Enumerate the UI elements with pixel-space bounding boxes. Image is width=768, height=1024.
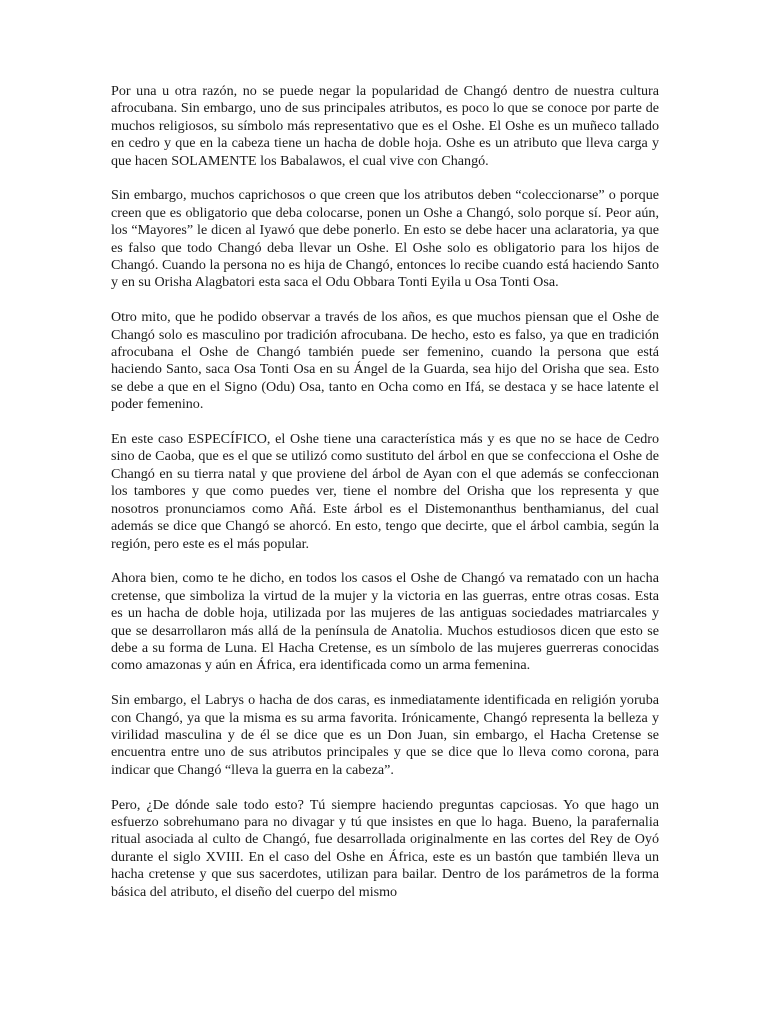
paragraph-6: Sin embargo, el Labrys o hacha de dos caras, es inmediatamente identificada en religión yoruba con Changó, ya que la misma es su arma favorita. Irónicamente, Changó representa la belleza y virilidad masculina y de él se dice que es un Don Juan, sin embargo, el Hacha Cretense se encuentra entre uno de sus atributos principales y que se dice que lo lleva como corona, para indicar que Changó “lleva la guerra en la cabeza”. (111, 692, 659, 778)
paragraph-5: Ahora bien, como te he dicho, en todos los casos el Oshe de Changó va rematado con un hacha cretense, que simboliza la virtud de la mujer y la victoria en las guerras, entre otras cosas. Esta es un hacha de doble hoja, utilizada por las mujeres de las antiguas sociedades matriarcales y que se desarrollaron más allá de la península de Anatolia. Muchos estudiosos dicen que esto se debe a su forma de Luna. El Hacha Cretense, es un símbolo de las mujeres guerreras conocidas como amazonas y aún en África, era identificada como un arma femenina. (111, 570, 659, 674)
paragraph-7: Pero, ¿De dónde sale todo esto? Tú siempre haciendo preguntas capciosas. Yo que hago un esfuerzo sobrehumano para no divagar y tú que insistes en que lo haga. Bueno, la parafernalia ritual asociada al culto de Changó, fue desarrollada originalmente en las cortes del Rey de Oyó durante el siglo XVIII. En el caso del Oshe en África, este es un bastón que también lleva un hacha cretense y que sus sacerdotes, utilizan para bailar. Dentro de los parámetros de la forma básica del atributo, el diseño del cuerpo del mismo (111, 796, 659, 900)
paragraph-1: Por una u otra razón, no se puede negar la popularidad de Changó dentro de nuestra cultura afrocubana. Sin embargo, uno de sus principales atributos, es poco lo que se conoce por parte de muchos religiosos, su símbolo más representativo que es el Oshe. El Oshe es un muñeco tallado en cedro y que en la cabeza tiene un hacha de doble hoja. Oshe es un atributo que lleva carga y que hacen SOLAMENTE los Babalawos, el cual vive con Changó. (111, 83, 659, 169)
document-body (111, 83, 659, 918)
paragraph-3: Otro mito, que he podido observar a través de los años, es que muchos piensan que el Oshe de Changó solo es masculino por tradición afrocubana. De hecho, esto es falso, ya que en tradición afrocubana el Oshe de Changó también puede ser femenino, cuando la persona que está haciendo Santo, saca Osa Tonti Osa en su Ángel de la Guarda, sea hijo del Orisha que sea. Esto se debe a que en el Signo (Odu) Osa, tanto en Ocha como en Ifá, se destaca y se hace latente el poder femenino. (111, 309, 659, 413)
paragraph-2: Sin embargo, muchos caprichosos o que creen que los atributos deben “coleccionarse” o porque creen que es obligatorio que deba colocarse, ponen un Oshe a Changó, solo porque sí. Peor aún, los “Mayores” le dicen al Iyawó que debe ponerlo. En esto se debe hacer una aclaratoria, ya que es falso que todo Changó deba llevar un Oshe. El Oshe solo es obligatorio para los hijos de Changó. Cuando la persona no es hija de Changó, entonces lo recibe cuando está haciendo Santo y en su Orisha Alagbatori esta saca el Odu Obbara Tonti Eyila u Osa Tonti Osa. (111, 187, 659, 291)
paragraph-4: En este caso ESPECÍFICO, el Oshe tiene una característica más y es que no se hace de Cedro sino de Caoba, que es el que se utilizó como sustituto del árbol en que se confecciona el Oshe de Changó en su tierra natal y que proviene del árbol de Ayan con el que además se confeccionan los tambores y que como puedes ver, tiene el nombre del Orisha que los representa y que nosotros pronunciamos como Añá. Este árbol es el Distemonanthus benthamianus, del cual además se dice que Changó se ahorcó. En esto, tengo que decirte, que el árbol cambia, según la región, pero este es el más popular. (111, 431, 659, 552)
